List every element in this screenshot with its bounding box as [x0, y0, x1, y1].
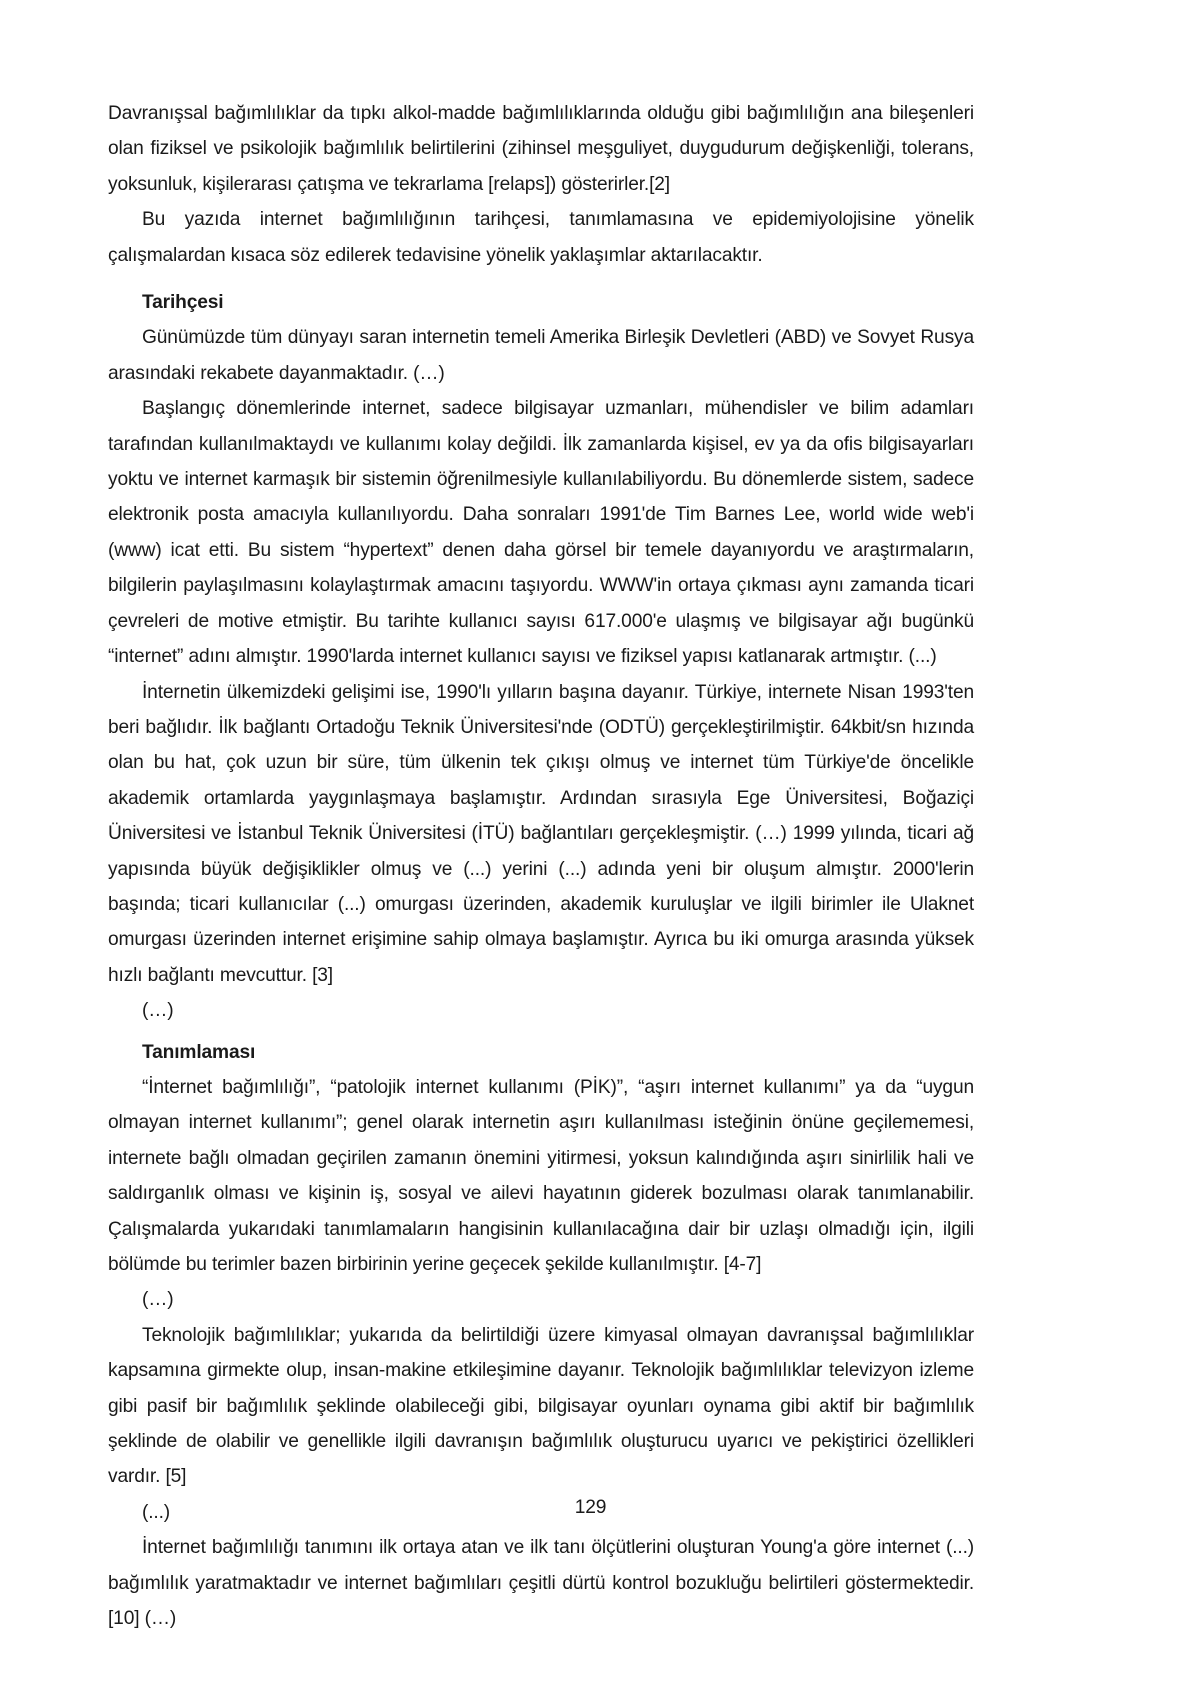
paragraph-article-overview: Bu yazıda internet bağımlılığının tarihçesi, tanımlamasına ve epidemiyolojisine yönelik çalışmalardan kısaca söz edilerek tedavisine yönelik yaklaşımlar aktarılacaktır.	[108, 209, 974, 266]
paragraph-turkey-internet-history: İnternetin ülkemizdeki gelişimi ise, 1990'lı yılların başına dayanır. Türkiye, internete Nisan 1993'ten beri bağlıdır. İlk bağlantı Ortadoğu Teknik Üniversitesi'nde (ODTÜ) gerçekleştirilmiştir. 64kbit/sn hızında olan bu hat, çok uzun bir süre, tüm ülkenin tek çıkışı olmuş ve internet tüm Türkiye'de öncelikle akademik ortamlarda yaygınlaşmaya başlamıştır. Ardından sırasıyla Ege Üniversitesi, Boğaziçi Üniversitesi ve İstanbul Teknik Üniversitesi (İTÜ) bağlantıları gerçekleşmiştir. (…) 1999 yılında, ticari ağ yapısında büyük değişiklikler olmuş ve (...) yerini (...) adında yeni bir oluşum almıştır. 2000'lerin başında; ticari kullanıcılar (...) omurgası üzerinden, akademik kuruluşlar ve ilgili birimler ile Ulaknet omurgası üzerinden internet erişimine sahip olmaya başlamıştır. Ayrıca bu iki omurga arasında yüksek hızlı bağlantı mevcuttur. [3]	[108, 681, 974, 986]
ellipsis-marker-one: (…)	[142, 1000, 174, 1022]
paragraph-behavioral-addictions: Davranışsal bağımlılıklar da tıpkı alkol-madde bağımlılıklarında olduğu gibi bağımlılığın ana bileşenleri olan fiziksel ve psikolojik bağımlılık belirtilerini (zihinsel meşguliyet, duygudurum değişkenliği, tolerans, yoksunluk, kişilerarası çatışma ve tekrarlama [relaps]) gösterirler.[2]	[108, 103, 974, 195]
ellipsis-marker-three: (...)	[142, 1501, 171, 1523]
section-spacer	[108, 273, 974, 285]
paragraph-definition: “İnternet bağımlılığı”, “patolojik internet kullanımı (PİK)”, “aşırı internet kullanımı” ya da “uygun olmayan internet kullanımı”; genel olarak internetin aşırı kullanılması isteğinin önüne geçilememesi, internete bağlı olmadan geçirilen zamanın önemini yitirmesi, yoksun kalındığında aşırı sinirlilik hali ve saldırganlık olması ve kişinin iş, sosyal ve ailevi hayatının giderek bozulması olarak tanımlanabilir. Çalışmalarda yukarıdaki tanımlamaların hangisinin kullanılacağına dair bir uzlaşı olmadığı için, ilgili bölümde bu terimler bazen birbirinin yerine geçecek şekilde kullanılmıştır. [4-7]	[108, 1076, 974, 1275]
ellipsis-marker-two: (…)	[142, 1289, 174, 1311]
paragraph-young-criteria: İnternet bağımlılığı tanımını ilk ortaya atan ve ilk tanı ölçütlerini oluşturan Young'a göre internet (...) bağımlılık yaratmaktadır ve internet bağımlıları çeşitli dürtü kontrol bozukluğu belirtileri göstermektedir. [10] (…)	[108, 1537, 974, 1630]
page-number: 129	[574, 1497, 607, 1518]
paragraph-technological-addictions: Teknolojik bağımlılıklar; yukarıda da belirtildiği üzere kimyasal olmayan davranışsal bağımlılıklar kapsamına girmekte olup, insan-makine etkileşimine dayanır. Teknolojik bağımlılıklar televizyon izleme gibi pasif bir bağımlılık şeklinde olabileceği gibi, bilgisayar oyunları oynama gibi aktif bir bağımlılık şeklinde de olabilir ve genellikle ilgili davranışın bağımlılık oluşturucu uyarıcı ve pekiştirici özellikleri vardır. [5]	[108, 1324, 974, 1488]
paragraph-early-internet-history: Başlangıç dönemlerinde internet, sadece bilgisayar uzmanları, mühendisler ve bilim adamları tarafından kullanılmaktaydı ve kullanımı kolay değildi. İlk zamanlarda kişisel, ev ya da ofis bilgisayarları yoktu ve internet karmaşık bir sistemin öğrenilmesiyle kullanılabiliyordu. Bu dönemlerde sistem, sadece elektronik posta amacıyla kullanılıyordu. Daha sonraları 1991'de Tim Barnes Lee, world wide web'i (www) icat etti. Bu sistem “hypertext” denen daha görsel bir temele dayanıyordu ve araştırmaların, bilgilerin paylaşılmasını kolaylaştırmak amacını taşıyordu. WWW'in ortaya çıkması aynı zamanda ticari çevreleri de motive etmiştir. Bu tarihte kullanıcı sayısı 617.000'e ulaşmış ve bilgisayar ağı bugünkü “internet” adını almıştır. 1990'larda internet kullanıcı sayısı ve fiziksel yapısı katlanarak artmıştır. (...)	[108, 398, 974, 668]
paragraph-internet-origins: Günümüzde tüm dünyayı saran internetin temeli Amerika Birleşik Devletleri (ABD) ve Sovyet Rusya arasındaki rekabete dayanmaktadır. (…)	[108, 327, 974, 384]
heading-tarihcesi: Tarihçesi	[142, 292, 224, 314]
heading-tanimlamasi: Tanımlaması	[142, 1041, 256, 1063]
page-body	[108, 96, 974, 1636]
